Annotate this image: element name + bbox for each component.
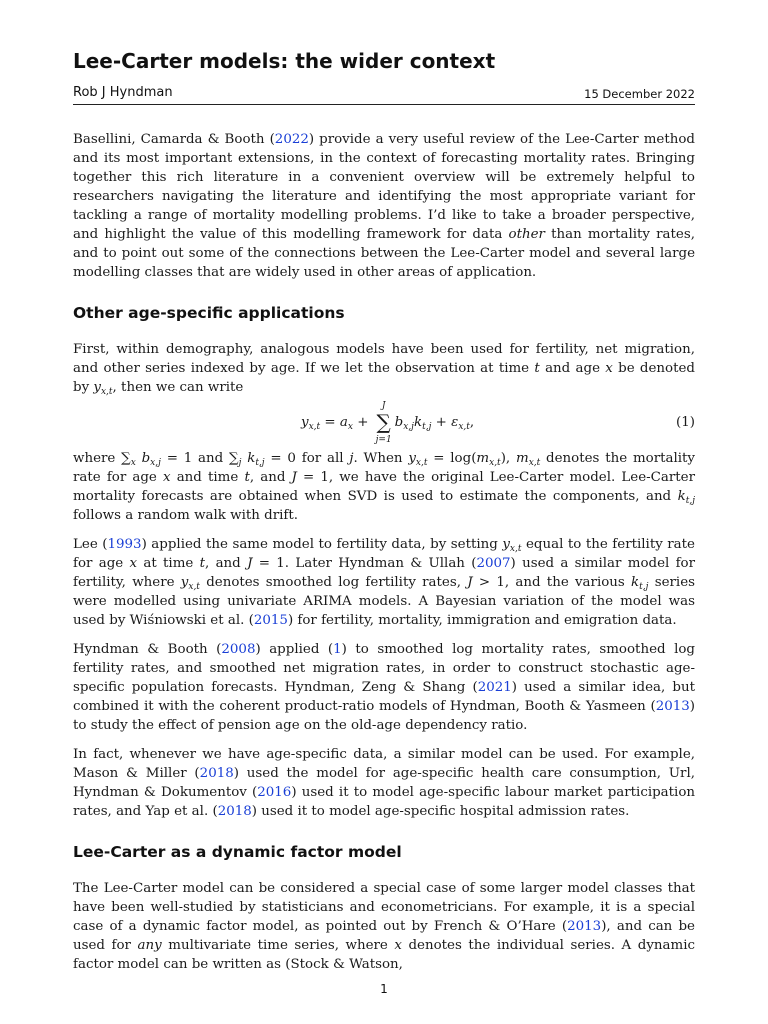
citation-link[interactable]: 2018 — [199, 766, 234, 781]
page-number: 1 — [380, 982, 388, 996]
citation-link[interactable]: 2018 — [217, 804, 252, 819]
citation-link[interactable]: 2021 — [477, 680, 512, 695]
intro-paragraph: Basellini, Camarda & Booth (2022) provide a very useful review of the Lee-Carter method and its most important extensions, in the context of forecasting mortality rates. Bringing together this rich literature in a convenient overview will be extremely helpful to researchers navigating the literature and identifying the most appropriate variant for tackling a range of mortality modelling problems. I’d like to take a broader perspective, and highlight the value of this modelling framework for data other than mortality rates, and to point out some of the connections between the Lee-Carter model and several large modelling classes that are widely used in other areas of application. — [73, 132, 695, 280]
author-name: Rob J Hyndman — [73, 85, 173, 100]
citation-link[interactable]: 2016 — [257, 785, 292, 800]
header-divider — [73, 104, 695, 105]
citation-link[interactable]: 2015 — [253, 613, 288, 628]
equation-number: (1) — [676, 415, 695, 430]
paragraph: The Lee-Carter model can be considered a special case of some larger model classes that have been well-studied by statisticians and econometricians. For example, it is a special case of a dynamic factor model, as pointed out by French & O’Hare (2013), and can be used for any multivariate time series, where x denotes the individual series. A dynamic factor model can be written as (Stock & Watson, — [73, 881, 695, 972]
document-date: 15 December 2022 — [584, 87, 695, 101]
paragraph: where $\sum_x$ $b_{x,j} = 1$ and $\sum_j$ $k_{t,j} = 0$ for all j. When $y_{x,t} = \log(m_{x,t})$, $m_{x,t}$ denotes the mortality rate for age x and time t, and J = 1, we have the original Lee-Carter model. Lee-Carter mortality forecasts are obtained when SVD is used to estimate the components, and $k_{t,j}$ follows a random walk with drift. — [73, 451, 695, 523]
paragraph: In fact, whenever we have age-specific data, a similar model can be used. For example, Mason & Miller (2018) used the model for age-specific health care consumption, Url, Hyndman & Dokumentov (2016) used it to model age-specific labour market participation rates, and Yap et al. (2018) used it to model age-specific hospital admission rates. — [73, 747, 696, 819]
section-heading-dynamic-factor: Lee-Carter as a dynamic factor model — [73, 843, 402, 861]
document-body — [73, 130, 695, 984]
citation-link[interactable]: 1993 — [107, 537, 142, 552]
equation-1 — [73, 401, 695, 447]
section-heading-age-specific: Other age-specific applications — [73, 304, 345, 322]
paragraph: Hyndman & Booth (2008) applied (1) to smoothed log mortality rates, smoothed log fertility rates, and smoothed net migration rates, in order to construct stochastic age-specific population forecasts. Hyndman, Zeng & Shang (2021) used a similar idea, but combined it with the coherent product-ratio models of Hyndman, Booth & Yasmeen (2013) to study the effect of pension age on the old-age dependency ratio. — [73, 642, 696, 733]
paragraph: First, within demography, analogous models have been used for fertility, net migration, and other series indexed by age. If we let the observation at time t and age x be denoted by $y_{x,t}$, then we can write — [73, 342, 695, 397]
document-title: Lee-Carter models: the wider context — [73, 49, 496, 73]
citation-link[interactable]: 2007 — [476, 556, 511, 571]
citation-link[interactable]: 2013 — [567, 919, 602, 934]
equation-reference-link[interactable]: 1 — [333, 642, 342, 657]
citation-link[interactable]: 2008 — [221, 642, 256, 657]
equation-body: $y_{x,t} = a_x$ + J ∑ j=1 $b_{x,j}k_{t,j} + \varepsilon_{x,t}$, — [301, 401, 475, 445]
citation-link[interactable]: 2013 — [655, 699, 690, 714]
citation-link[interactable]: 2022 — [274, 132, 309, 147]
paragraph: Lee (1993) applied the same model to fertility data, by setting $y_{x,t}$ equal to the fertility rate for age x at time t, and J = 1. Later Hyndman & Ullah (2007) used a similar model for fertility, where $y_{x,t}$ denotes smoothed log fertility rates, J > 1, and the various $k_{t,j}$ series were modelled using univariate ARIMA models. A Bayesian variation of the model was used by Wiśniowski et al. (2015) for fertility, mortality, immigration and emigration data. — [73, 537, 696, 628]
summation-symbol: J ∑ j=1 — [375, 401, 392, 445]
